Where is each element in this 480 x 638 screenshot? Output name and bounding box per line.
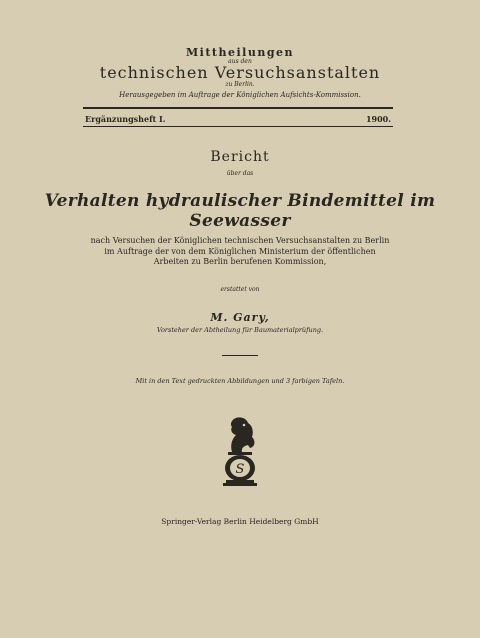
author-prefix: erstattet von xyxy=(220,286,260,293)
series-title-line2: aus den xyxy=(228,58,252,65)
description-line3: Arbeiten zu Berlin berufenen Kommission, xyxy=(153,257,327,266)
springer-knight-chess-piece-icon xyxy=(214,415,266,487)
bottom-divider xyxy=(83,126,393,127)
series-label: Ergänzungsheft I. xyxy=(85,114,166,124)
series-title-line4: zu Berlin. xyxy=(225,81,255,88)
title-connector: über das xyxy=(226,170,254,177)
author-role: Vorsteher der Abtheilung für Baumaterialprüfung. xyxy=(156,326,324,334)
series-title-line1: Mittheilungen xyxy=(185,46,295,59)
illustrations-note: Mit in den Text gedruckten Abbildungen und 3 farbigen Tafeln. xyxy=(135,377,345,385)
svg-text:S: S xyxy=(235,462,245,477)
description-line1: nach Versuchen der Königlichen technischen Versuchsanstalten zu Berlin xyxy=(90,236,390,245)
short-divider xyxy=(222,355,258,356)
report-kind: Bericht xyxy=(210,149,270,165)
publisher: Springer-Verlag Berlin Heidelberg GmbH xyxy=(161,517,319,526)
main-title: Verhalten hydraulischer Bindemittel im Seewasser xyxy=(44,191,436,231)
series-editor-line: Herausgegeben im Auftrage der Königlichen Aufsichts-Kommission. xyxy=(119,91,361,99)
author-name: M. Gary, xyxy=(210,311,270,324)
description-line2: im Auftrage der von dem Königlichen Ministerium der öffentlichen xyxy=(104,246,376,256)
series-year: 1900. xyxy=(365,114,391,124)
top-divider xyxy=(83,107,393,109)
description xyxy=(70,236,410,268)
series-title-line3: technischen Versuchsanstalten xyxy=(99,63,381,82)
